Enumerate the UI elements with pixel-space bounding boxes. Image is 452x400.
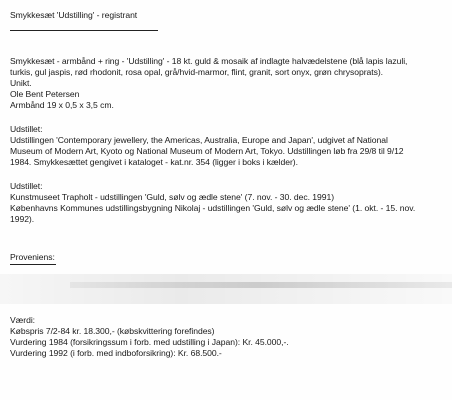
scan-artifact-band [0, 274, 452, 304]
scan-artifact-bar [70, 282, 452, 288]
exhibited-1-line-2: Museum of Modern Art, Kyoto og National Museum of Modern Art, Tokyo. Udstillingen løb fra 29/8 til 9/12 [10, 146, 404, 156]
provenance-heading: Proveniens: [10, 252, 55, 262]
description-line-3: Unikt. [10, 78, 32, 88]
title-underline [10, 30, 158, 31]
value-line-3: Vurdering 1992 (i forb. med indboforsikring): Kr. 68.500.- [10, 348, 222, 358]
exhibited-1-line-1: Udstillingen 'Contemporary jewellery, the Americas, Australia, Europe and Japan', udgivet af National [10, 135, 388, 145]
description-line-1: Smykkesæt - armbånd + ring - 'Udstilling' - 18 kt. guld & mosaik af indlagte halvædelstene (blå lapis lazuli, [10, 56, 408, 66]
description-line-2: turkis, gul jaspis, rød rhodonit, rosa opal, grå/hvid-marmor, flint, granit, sort onyx, grøn chrysoprats). [10, 67, 383, 77]
value-line-2: Vurdering 1984 (forsikringssum i forb. med udstilling i Japan): Kr. 45.000,-. [10, 337, 289, 347]
provenance-underline [10, 264, 56, 265]
exhibited-2-line-2: Københavns Kommunes udstillingsbygning Nikolaj - udstillingen 'Guld, sølv og ædle stene' (1. okt. - 15. nov. [10, 203, 416, 213]
artist-name: Ole Bent Petersen [10, 89, 80, 99]
exhibited-2-line-1: Kunstmuseet Trapholt - udstillingen 'Guld, sølv og ædle stene' (7. nov. - 30. dec. 1991) [10, 192, 335, 202]
exhibited-heading-1: Udstillet: [10, 124, 43, 134]
document-title: Smykkesæt 'Udstilling' - registrant [10, 10, 138, 20]
exhibited-heading-2: Udstillet: [10, 181, 43, 191]
dimensions: Armbånd 19 x 0,5 x 3,5 cm. [10, 100, 114, 110]
value-heading: Værdi: [10, 315, 36, 325]
value-line-1: Købspris 7/2-84 kr. 18.300,- (købskvittering forefindes) [10, 326, 215, 336]
exhibited-2-line-3: 1992). [10, 214, 35, 224]
exhibited-1-line-3: 1984. Smykkesættet gengivet i kataloget - kat.nr. 354 (ligger i boks i kælder). [10, 157, 298, 167]
